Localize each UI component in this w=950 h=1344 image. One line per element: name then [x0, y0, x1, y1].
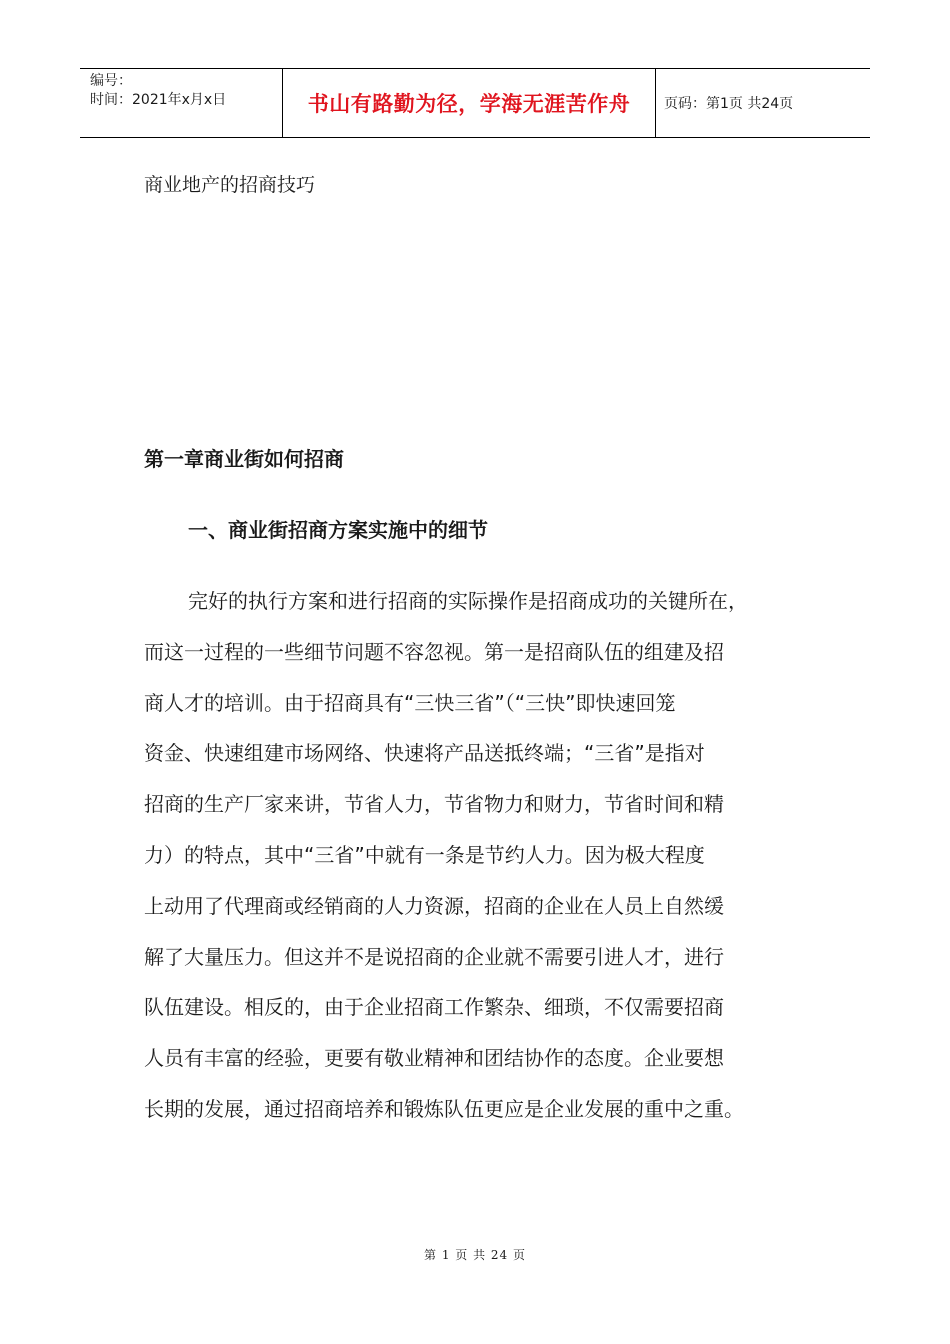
- paragraph-line: 完好的执行方案和进行招商的实际操作是招商成功的关键所在，: [188, 589, 748, 613]
- body-paragraph: [144, 576, 804, 1135]
- page-info: 页码：第1页 共24页: [664, 96, 794, 112]
- paragraph-line: 力）的特点，其中“三省”中就有一条是节约人力。因为极大程度: [144, 842, 705, 867]
- page-header: [80, 68, 870, 138]
- paragraph-line: 招商的生产厂家来讲，节省人力，节省物力和财力，节省时间和精: [144, 792, 724, 817]
- paragraph-line: 商人才的培训。由于招商具有“三快三省”（“三快”即快速回笼: [144, 690, 676, 715]
- motto-text: 书山有路勤为径，学海无涯苦作舟: [307, 92, 631, 116]
- page-footer: 第 1 页 共 24 页: [424, 1248, 526, 1262]
- number-label: 编号：: [90, 73, 132, 89]
- paragraph-line: 人员有丰富的经验，更要有敬业精神和团结协作的态度。企业要想: [144, 1046, 724, 1071]
- paragraph-line: 解了大量压力。但这并不是说招商的企业就不需要引进人才，进行: [144, 944, 724, 969]
- header-meta-cell: [80, 69, 282, 137]
- paragraph-line: 上动用了代理商或经销商的人力资源，招商的企业在人员上自然缓: [144, 893, 724, 918]
- paragraph-line: 资金、快速组建市场网络、快速将产品送抵终端；“三省”是指对: [144, 741, 705, 766]
- date-label: 时间：2021年x月x日: [90, 92, 227, 108]
- paragraph-line: 长期的发展，通过招商培养和锻炼队伍更应是企业发展的重中之重。: [144, 1096, 744, 1121]
- chapter-heading: 第一章商业街如何招商: [144, 447, 344, 471]
- paragraph-line: 队伍建设。相反的，由于企业招商工作繁杂、细琐，不仅需要招商: [144, 995, 724, 1020]
- header-motto-cell: [282, 69, 656, 137]
- paragraph-line: 而这一过程的一些细节问题不容忽视。第一是招商队伍的组建及招: [144, 639, 724, 664]
- document-title: 商业地产的招商技巧: [144, 174, 316, 196]
- header-page-cell: [654, 69, 870, 137]
- section-heading: 一、商业街招商方案实施中的细节: [188, 518, 488, 542]
